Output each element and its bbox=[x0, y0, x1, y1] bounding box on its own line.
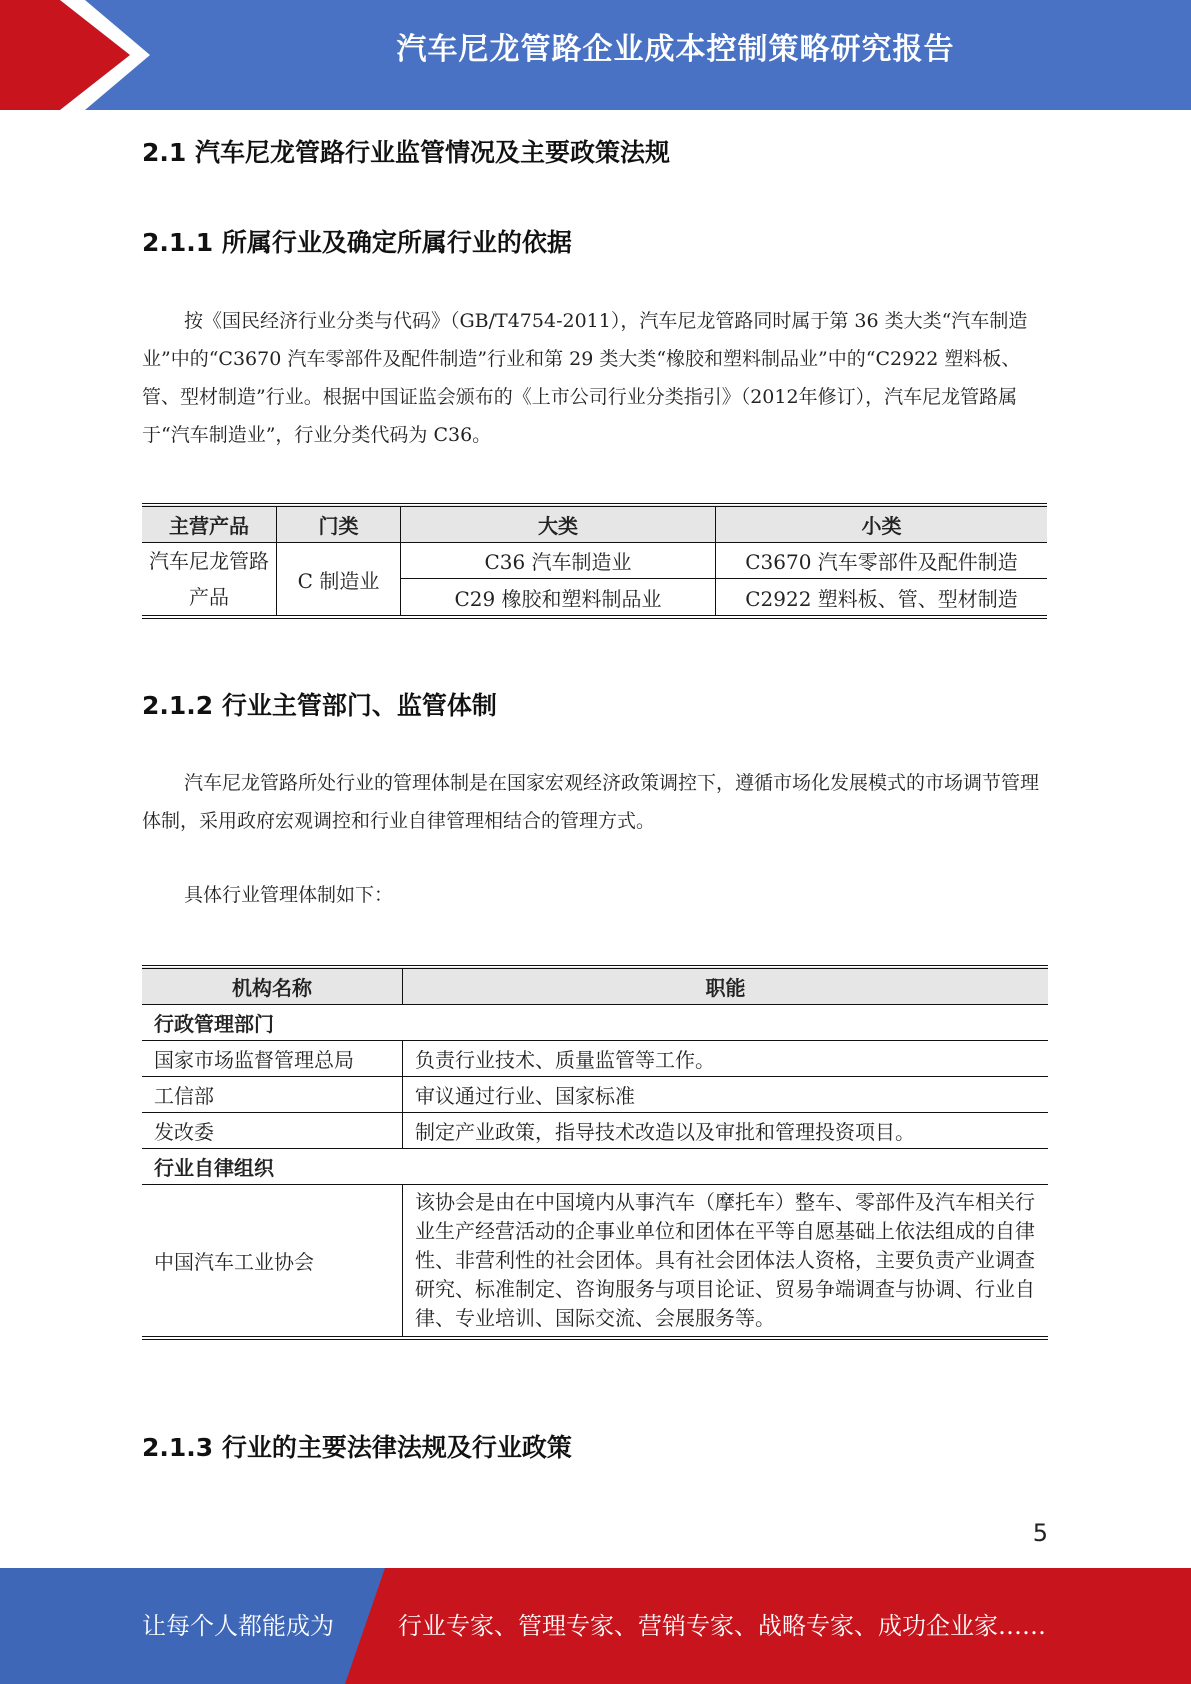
section-heading-2-1: 2.1 汽车尼龙管路行业监管情况及主要政策法规 bbox=[142, 138, 670, 167]
footer-slogan-right: 行业专家、管理专家、营销专家、战略专家、成功企业家…… bbox=[398, 1612, 1046, 1640]
report-title: 汽车尼龙管路企业成本控制策略研究报告 bbox=[396, 32, 955, 67]
organization-duty: 制定产业政策，指导技术改造以及审批和管理投资项目。 bbox=[403, 1113, 1049, 1149]
page-number: 5 bbox=[1032, 1519, 1048, 1547]
table-header-row bbox=[142, 505, 1047, 543]
column-header: 门类 bbox=[277, 505, 401, 543]
organization-name: 国家市场监督管理总局 bbox=[142, 1041, 403, 1077]
table-group-row bbox=[142, 1149, 1048, 1185]
table-row bbox=[142, 1041, 1048, 1077]
paragraph-management-system: 汽车尼龙管路所处行业的管理体制是在国家宏观经济政策调控下，遵循市场化发展模式的市场调节管理体制，采用政府宏观调控和行业自律管理相结合的管理方式。 bbox=[142, 772, 1040, 832]
page-header bbox=[0, 0, 1191, 110]
industry-classification-table bbox=[142, 503, 1047, 619]
organization-name: 工信部 bbox=[142, 1077, 403, 1113]
regulatory-bodies-table bbox=[142, 965, 1048, 1340]
organization-duty: 该协会是由在中国境内从事汽车（摩托车）整车、零部件及汽车相关行业生产经营活动的企事业单位和团体在平等自愿基础上依法组成的自律性、非营利性的社会团体。具有社会团体法人资格，主要负责产业调查研究、标准制定、咨询服务与项目论证、贸易争端调查与协调、行业自律、专业培训、国际交流、会展服务等。 bbox=[403, 1185, 1049, 1339]
footer-slogan-left: 让每个人都能成为 bbox=[142, 1612, 334, 1640]
column-header: 主营产品 bbox=[142, 505, 277, 543]
section-heading-2-1-3: 2.1.3 行业的主要法律法规及行业政策 bbox=[142, 1433, 572, 1462]
organization-name: 中国汽车工业协会 bbox=[142, 1185, 403, 1339]
table-row bbox=[142, 1113, 1048, 1149]
minor-class-cell: C3670 汽车零部件及配件制造 bbox=[716, 543, 1048, 579]
group-label-self-regulatory: 行业自律组织 bbox=[142, 1149, 1048, 1185]
column-header: 职能 bbox=[403, 967, 1049, 1005]
header-arrow-decoration bbox=[0, 0, 160, 110]
category-cell: C 制造业 bbox=[277, 543, 401, 618]
group-label-administrative: 行政管理部门 bbox=[142, 1005, 1048, 1041]
paragraph-industry-basis: 按《国民经济行业分类与代码》（GB/T4754-2011），汽车尼龙管路同时属于第 36 类大类“汽车制造业”中的“C3670 汽车零部件及配件制造”行业和第 29 类大类“橡胶和塑料制品业”中的“C2922 塑料板、管、型材制造”行业。根据中国证监会颁布的《上市公司行业分类指引》（2012年修订），汽车尼龙管路属于“汽车制造业”，行业分类代码为 C36。 bbox=[142, 310, 1028, 446]
section-heading-2-1-2: 2.1.2 行业主管部门、监管体制 bbox=[142, 691, 497, 720]
product-cell: 汽车尼龙管路产品 bbox=[142, 543, 277, 618]
organization-duty: 审议通过行业、国家标准 bbox=[403, 1077, 1049, 1113]
column-header: 大类 bbox=[401, 505, 716, 543]
table-group-row bbox=[142, 1005, 1048, 1041]
page-footer bbox=[0, 1568, 1191, 1684]
table-row bbox=[142, 1077, 1048, 1113]
organization-name: 发改委 bbox=[142, 1113, 403, 1149]
major-class-cell: C29 橡胶和塑料制品业 bbox=[401, 579, 716, 617]
organization-duty: 负责行业技术、质量监管等工作。 bbox=[403, 1041, 1049, 1077]
table-row bbox=[142, 543, 1047, 579]
column-header: 机构名称 bbox=[142, 967, 403, 1005]
minor-class-cell: C2922 塑料板、管、型材制造 bbox=[716, 579, 1048, 617]
major-class-cell: C36 汽车制造业 bbox=[401, 543, 716, 579]
paragraph-intro-list: 具体行业管理体制如下： bbox=[184, 884, 394, 906]
table-header-row bbox=[142, 967, 1048, 1005]
table-row bbox=[142, 1185, 1048, 1339]
column-header: 小类 bbox=[716, 505, 1048, 543]
section-heading-2-1-1: 2.1.1 所属行业及确定所属行业的依据 bbox=[142, 228, 572, 257]
